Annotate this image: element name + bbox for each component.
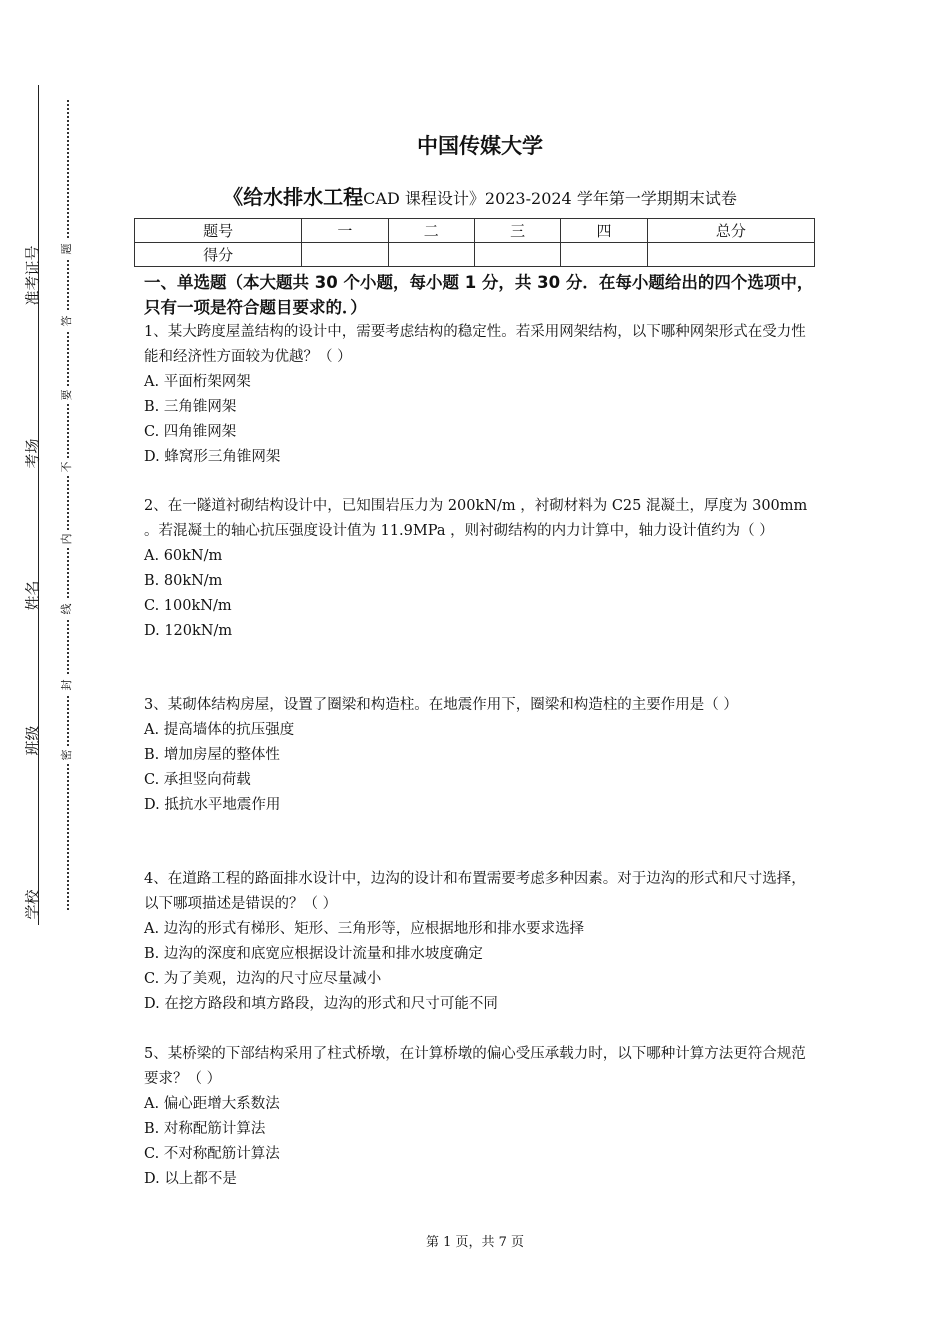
seal-dotted-line bbox=[67, 100, 69, 910]
score-cell[interactable] bbox=[647, 243, 814, 267]
score-header-cell: 一 bbox=[302, 219, 388, 243]
question-stem: 2、在一隧道衬砌结构设计中，已知围岩压力为 200kN/m ，衬砌材料为 C25 混凝土，厚度为 300mm 。若混凝土的轴心抗压强度设计值为 11.9MPa ，则衬砌结构的内力计算中，轴力设计值约为（ ） bbox=[144, 498, 808, 539]
field-label-name: 姓名 bbox=[23, 580, 42, 611]
binding-line bbox=[38, 85, 39, 925]
option-d: D. 在挖方路段和填方路段，边沟的形式和尺寸可能不同 bbox=[144, 996, 498, 1012]
seal-char: 线 bbox=[58, 600, 76, 618]
option-d: D. 120kN/m bbox=[144, 623, 233, 639]
exam-title-rest: CAD 课程设计》2023-2024 学年第一学期期末试卷 bbox=[363, 189, 737, 208]
score-cell[interactable] bbox=[388, 243, 474, 267]
option-c: C. 100kN/m bbox=[144, 598, 232, 614]
option-d: D. 以上都不是 bbox=[144, 1171, 237, 1187]
option-a: A. 平面桁架网架 bbox=[144, 374, 251, 390]
question-stem: 1、某大跨度屋盖结构的设计中，需要考虑结构的稳定性。若采用网架结构，以下哪种网架形式在受力性能和经济性方面较为优越？（ ） bbox=[144, 324, 806, 365]
option-c: C. 为了美观，边沟的尺寸应尽量减小 bbox=[144, 971, 382, 987]
score-header-cell: 总分 bbox=[647, 219, 814, 243]
question-5 bbox=[144, 1042, 816, 1192]
university-title: 中国传媒大学 bbox=[417, 134, 543, 158]
option-a: A. 偏心距增大系数法 bbox=[144, 1096, 280, 1112]
seal-char: 封 bbox=[58, 676, 76, 694]
page-footer: 第 1 页，共 7 页 bbox=[425, 1235, 525, 1250]
seal-char: 题 bbox=[58, 240, 76, 258]
score-table bbox=[134, 218, 815, 267]
exam-title-course: 《给水排水工程 bbox=[223, 185, 364, 209]
seal-char: 答 bbox=[58, 312, 76, 330]
section-title: 一、单选题（本大题共 30 个小题，每小题 1 分，共 30 分．在每小题给出的四个选项中，只有一项是符合题目要求的．） bbox=[144, 273, 814, 317]
option-a: A. 60kN/m bbox=[144, 548, 223, 564]
question-1 bbox=[144, 320, 816, 470]
field-label-school: 学校 bbox=[23, 889, 42, 920]
question-stem: 3、某砌体结构房屋，设置了圈梁和构造柱。在地震作用下，圈梁和构造柱的主要作用是（ ） bbox=[144, 697, 738, 713]
seal-char: 密 bbox=[58, 746, 76, 764]
option-b: B. 三角锥网架 bbox=[144, 399, 237, 415]
score-table-header-row bbox=[135, 219, 815, 243]
seal-char: 内 bbox=[58, 530, 76, 548]
question-4 bbox=[144, 867, 816, 1017]
score-header-cell: 三 bbox=[474, 219, 560, 243]
field-label-class: 班级 bbox=[23, 725, 42, 756]
option-b: B. 对称配筋计算法 bbox=[144, 1121, 266, 1137]
score-cell[interactable] bbox=[474, 243, 560, 267]
option-a: A. 边沟的形式有梯形、矩形、三角形等，应根据地形和排水要求选择 bbox=[144, 921, 585, 937]
score-table-score-row bbox=[135, 243, 815, 267]
seal-char: 要 bbox=[58, 386, 76, 404]
seal-char: 不 bbox=[58, 458, 76, 476]
exam-title bbox=[144, 181, 816, 210]
option-b: B. 增加房屋的整体性 bbox=[144, 747, 280, 763]
option-a: A. 提高墙体的抗压强度 bbox=[144, 722, 295, 738]
option-b: B. 边沟的深度和底宽应根据设计流量和排水坡度确定 bbox=[144, 946, 483, 962]
question-3 bbox=[144, 693, 816, 818]
score-cell[interactable] bbox=[561, 243, 647, 267]
score-row-label: 得分 bbox=[135, 243, 302, 267]
field-label-exam-room: 考场 bbox=[23, 438, 42, 469]
option-c: C. 四角锥网架 bbox=[144, 424, 237, 440]
option-b: B. 80kN/m bbox=[144, 573, 223, 589]
option-d: D. 蜂窝形三角锥网架 bbox=[144, 449, 281, 465]
field-label-exam-number: 准考证号 bbox=[23, 245, 42, 306]
option-c: C. 不对称配筋计算法 bbox=[144, 1146, 280, 1162]
question-stem: 5、某桥梁的下部结构采用了柱式桥墩，在计算桥墩的偏心受压承载力时，以下哪种计算方法更符合规范要求？（ ） bbox=[144, 1046, 806, 1087]
score-header-cell: 二 bbox=[388, 219, 474, 243]
score-header-cell: 题号 bbox=[135, 219, 302, 243]
score-cell[interactable] bbox=[302, 243, 388, 267]
option-c: C. 承担竖向荷载 bbox=[144, 772, 251, 788]
score-header-cell: 四 bbox=[561, 219, 647, 243]
question-stem: 4、在道路工程的路面排水设计中，边沟的设计和布置需要考虑多种因素。对于边沟的形式和尺寸选择，以下哪项描述是错误的？（ ） bbox=[144, 871, 806, 912]
option-d: D. 抵抗水平地震作用 bbox=[144, 797, 281, 813]
question-2 bbox=[144, 494, 816, 644]
